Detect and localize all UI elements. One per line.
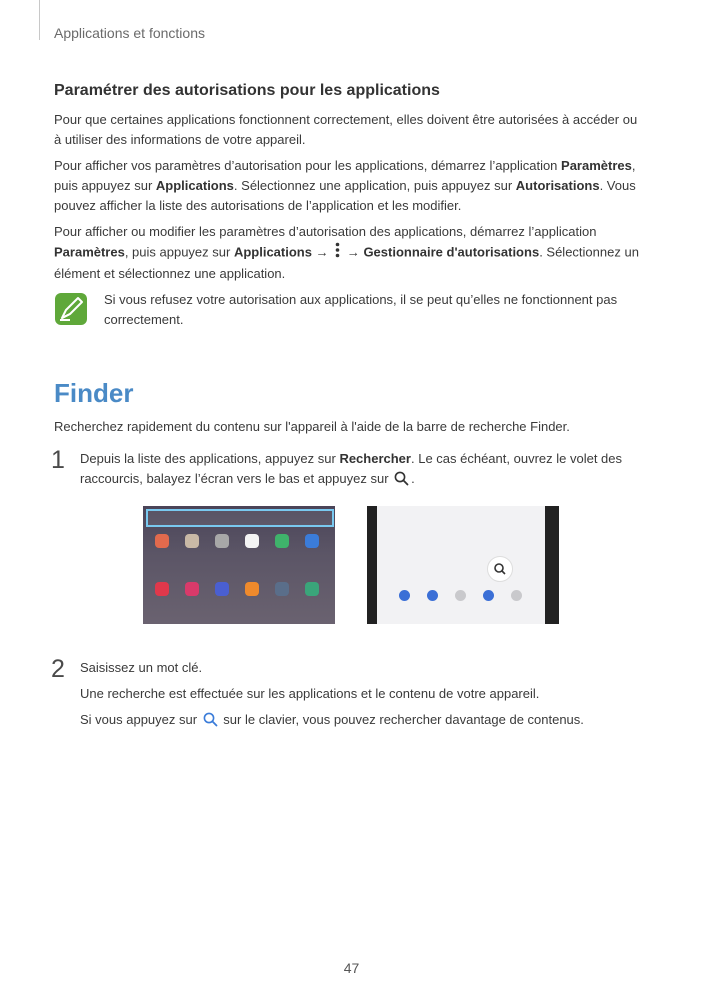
paragraph-permissions-intro: Pour que certaines applications fonctionnent correctement, elles doivent être autorisées à accéder ou à utiliser des informations de votre appareil. [54, 112, 638, 147]
arrow-text: → [343, 244, 364, 260]
text: Depuis la liste des applications, appuyez sur [80, 451, 340, 466]
step-2-line-3 [80, 710, 646, 733]
page-number: 47 [343, 960, 360, 976]
text: Pour afficher vos paramètres d’autorisation pour les applications, démarrez l’application [54, 158, 562, 173]
step-2-line-1: Saisissez un mot clé. [80, 660, 203, 675]
app-icon [245, 534, 259, 548]
quick-setting-icon [511, 590, 522, 601]
note-box [54, 290, 646, 330]
app-icon [305, 582, 319, 596]
step-number: 1 [51, 446, 65, 474]
quick-setting-icon [427, 590, 438, 601]
note-text: Si vous refusez votre autorisation aux applications, il se peut qu’elles ne fonctionnent pas correctement. [104, 292, 618, 327]
step-1 [51, 446, 646, 492]
app-icon [275, 534, 289, 548]
bold-applications: Applications [155, 178, 234, 193]
app-icon [155, 534, 169, 548]
text: . Sélectionnez une application, puis appuyez sur [233, 178, 516, 193]
app-icon [215, 582, 229, 596]
text: . [411, 471, 415, 486]
step-2 [51, 655, 646, 733]
search-icon [394, 471, 409, 492]
app-icon [215, 534, 229, 548]
text: Pour afficher ou modifier les paramètres d’autorisation des applications, démarrez l’application [54, 224, 597, 239]
screenshots [54, 506, 646, 646]
text: Si vous appuyez sur [80, 712, 201, 727]
app-icon [245, 582, 259, 596]
text: , puis appuyez sur [124, 244, 234, 260]
bold-parametres: Paramètres [54, 244, 125, 260]
app-icon [185, 534, 199, 548]
kebab-menu-icon [335, 242, 340, 264]
note-pencil-icon [54, 292, 88, 331]
quick-panel [377, 506, 545, 624]
quick-setting-icon [399, 590, 410, 601]
page-content [51, 82, 646, 739]
step-2-line-2: Une recherche est effectuée sur les applications et le contenu de votre appareil. [80, 686, 540, 701]
bold-parametres: Paramètres [561, 158, 632, 173]
arrow-text: → [311, 244, 333, 260]
bold-applications: Applications [233, 244, 312, 260]
text: sur le clavier, vous pouvez rechercher davantage de contenus. [219, 712, 584, 727]
bold-rechercher: Rechercher [339, 451, 411, 466]
search-icon[interactable] [487, 556, 513, 582]
search-bar-highlight [146, 509, 334, 527]
paragraph-finder-intro: Recherchez rapidement du contenu sur l'appareil à l'aide de la barre de recherche Finder. [54, 419, 570, 434]
paragraph-permissions-view [54, 156, 646, 216]
app-icon [275, 582, 289, 596]
screenshot-quick-panel [367, 506, 559, 624]
bold-gestionnaire: Gestionnaire d'autorisations [363, 244, 540, 260]
section-title-permissions: Paramétrer des autorisations pour les applications [54, 82, 440, 99]
app-icon [305, 534, 319, 548]
screenshot-app-list [143, 506, 335, 624]
text: . Le cas échéant, ouvrez le volet des raccourcis, balayez l’écran vers le bas et appuyez sur [80, 451, 622, 486]
app-icon [155, 582, 169, 596]
quick-setting-icon [483, 590, 494, 601]
text: . Sélectionnez un élément et sélectionnez une application. [54, 244, 639, 281]
text: . Vous pouvez afficher la liste des autorisations de l’application et les modifier. [54, 178, 636, 213]
paragraph-permissions-manager [54, 222, 646, 284]
bold-autorisations: Autorisations [515, 178, 600, 193]
step-number: 2 [51, 655, 65, 683]
text: , puis appuyez sur [54, 158, 636, 193]
page-header: Applications et fonctions [54, 25, 205, 41]
search-icon [203, 712, 218, 733]
app-icon [185, 582, 199, 596]
header-rule [39, 0, 40, 40]
section-title-finder: Finder [54, 378, 134, 408]
step-1-text [80, 449, 646, 492]
quick-setting-icon [455, 590, 466, 601]
